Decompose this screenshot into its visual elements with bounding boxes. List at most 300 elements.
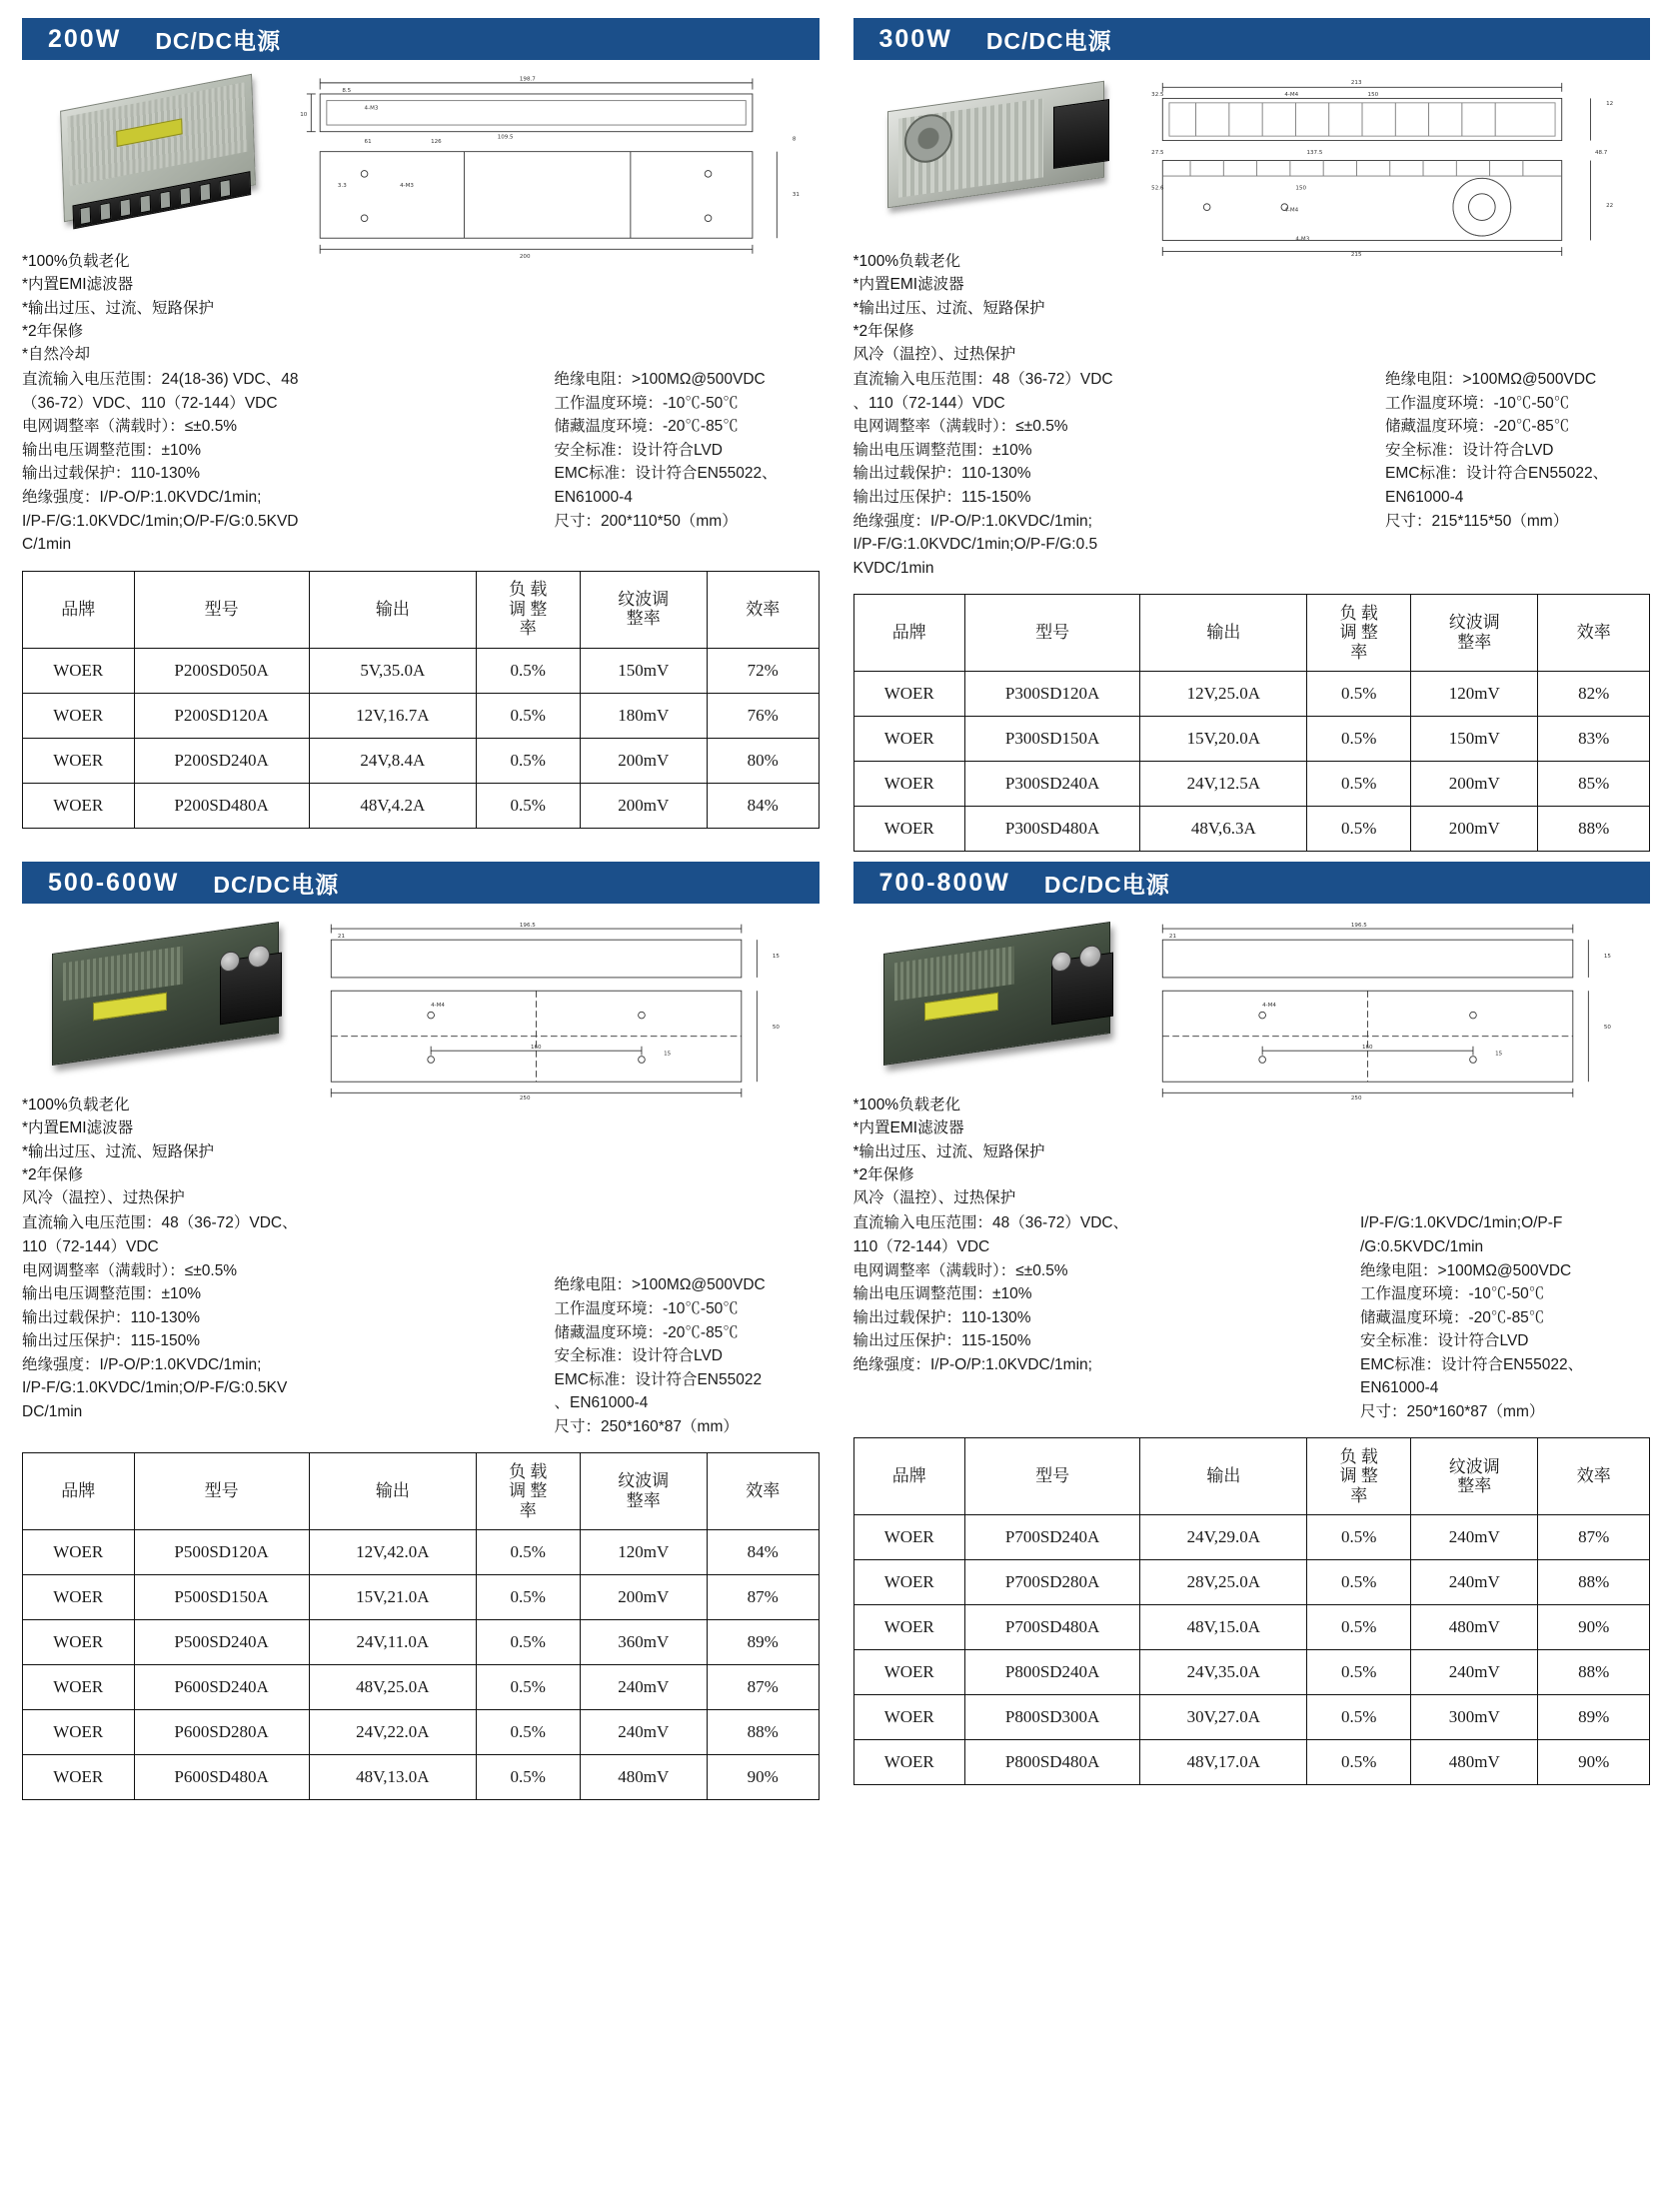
cell-load: 0.5% (476, 738, 580, 783)
cell-output: 48V,13.0A (309, 1755, 476, 1800)
cell-brand: WOER (853, 1695, 965, 1740)
svg-text:15: 15 (664, 1051, 672, 1058)
spec-line: 输出过载保护：110-130% (852, 465, 1031, 483)
feature-item: 风冷（温控）、过热保护 (852, 346, 1016, 363)
specs-left-column (853, 1211, 1345, 1423)
col-efficiency: 效率 (1538, 1438, 1650, 1515)
cell-model: P500SD240A (134, 1620, 309, 1665)
feature-item: *内置EMI滤波器 (22, 276, 134, 294)
cell-load: 0.5% (1307, 1560, 1411, 1605)
spec-line: 、110（72-144）VDC (852, 394, 1005, 412)
cell-ripple: 200mV (1411, 807, 1538, 852)
cell-brand: WOER (23, 738, 135, 783)
cell-ripple: 240mV (580, 1665, 707, 1710)
col-output: 输出 (1140, 595, 1307, 672)
svg-text:4-M3: 4-M3 (400, 183, 414, 190)
spec-line: I/P-F/G:1.0KVDC/1min;O/P-F (1360, 1214, 1563, 1232)
features-500w (22, 1094, 820, 1209)
svg-text:4-M4: 4-M4 (1283, 207, 1298, 214)
spec-line: 电网调整率（满载时）：≤±0.5% (852, 418, 1068, 436)
cell-eff: 90% (1538, 1605, 1650, 1650)
spec-line: 直流输入电压范围：48（36-72）VDC、 (852, 1214, 1129, 1232)
spec-line: I/P-F/G:1.0KVDC/1min;O/P-F/G:0.5KVD (22, 512, 299, 530)
svg-text:61: 61 (364, 138, 372, 145)
cell-brand: WOER (853, 717, 965, 762)
cell-model: P300SD480A (965, 807, 1140, 852)
cell-output: 24V,12.5A (1140, 762, 1307, 807)
svg-text:15: 15 (1603, 954, 1611, 961)
feature-item: *2年保修 (852, 1165, 914, 1183)
cell-load: 0.5% (476, 1530, 580, 1575)
cell-load: 0.5% (1307, 1740, 1411, 1785)
svg-text:10: 10 (300, 112, 308, 119)
col-brand: 品牌 (23, 1453, 135, 1530)
cell-ripple: 240mV (1411, 1560, 1538, 1605)
table-row (23, 1575, 820, 1620)
svg-text:21: 21 (337, 934, 345, 941)
cell-eff: 87% (707, 1575, 819, 1620)
svg-text:160: 160 (1361, 1045, 1373, 1052)
specs-500w (22, 1211, 820, 1438)
panel-grid (22, 18, 1650, 1800)
table-row (23, 1755, 820, 1800)
cell-output: 48V,6.3A (1140, 807, 1307, 852)
svg-text:198.7: 198.7 (519, 76, 536, 83)
spec-line: 直流输入电压范围：48（36-72）VDC (852, 371, 1113, 389)
cell-ripple: 150mV (580, 648, 707, 693)
svg-text:27.5: 27.5 (1150, 149, 1164, 156)
table-row (23, 783, 820, 828)
cell-load: 0.5% (476, 1755, 580, 1800)
cell-ripple: 240mV (1411, 1515, 1538, 1560)
table-header-row (853, 595, 1650, 672)
cell-load: 0.5% (476, 783, 580, 828)
cell-brand: WOER (23, 1710, 135, 1755)
cell-model: P700SD240A (965, 1515, 1140, 1560)
col-model: 型号 (134, 571, 309, 648)
cell-load: 0.5% (1307, 1695, 1411, 1740)
model-table-300w (853, 594, 1651, 852)
specs-right-column (555, 368, 820, 556)
svg-text:137.5: 137.5 (1306, 149, 1322, 156)
spec-line: 安全标准：设计符合LVD (1360, 1332, 1529, 1350)
spec-line: （36-72）VDC、110（72-144）VDC (22, 394, 278, 412)
cell-model: P200SD120A (134, 693, 309, 738)
panel-banner-700-800w (853, 862, 1651, 904)
cell-brand: WOER (853, 1740, 965, 1785)
cell-ripple: 150mV (1411, 717, 1538, 762)
specs-left-column (22, 1211, 539, 1438)
cell-eff: 89% (1538, 1695, 1650, 1740)
banner-power: 200W (48, 24, 122, 53)
cell-output: 30V,27.0A (1140, 1695, 1307, 1740)
svg-text:150: 150 (1367, 92, 1378, 99)
table-row (23, 738, 820, 783)
spec-line: EMC标准：设计符合EN55022 (554, 1370, 763, 1388)
spec-line: 输出电压调整范围：±10% (852, 441, 1032, 459)
spec-line: EN61000-4 (1385, 488, 1464, 506)
cell-brand: WOER (853, 1605, 965, 1650)
cell-eff: 80% (707, 738, 819, 783)
cell-brand: WOER (853, 1650, 965, 1695)
spec-line: 绝缘强度：I/P-O/P:1.0KVDC/1min; (22, 488, 262, 506)
col-brand: 品牌 (853, 595, 965, 672)
spec-line: 输出过载保护：110-130% (852, 1308, 1031, 1326)
cell-brand: WOER (23, 1575, 135, 1620)
cell-ripple: 120mV (580, 1530, 707, 1575)
spec-line: EMC标准：设计符合EN55022、 (1360, 1355, 1584, 1373)
col-ripple: 纹波调 整率 (580, 1453, 707, 1530)
spec-line: 输出过载保护：110-130% (22, 465, 201, 483)
spec-line: 电网调整率（满载时）：≤±0.5% (22, 418, 238, 436)
product-panel-300w (853, 18, 1651, 852)
cell-brand: WOER (853, 807, 965, 852)
feature-item: *自然冷却 (22, 346, 91, 363)
feature-item: *内置EMI滤波器 (852, 1119, 964, 1137)
svg-text:52.6: 52.6 (1150, 185, 1164, 192)
media-row-700w (853, 918, 1651, 1103)
spec-line: 输出电压调整范围：±10% (22, 1285, 202, 1303)
cell-output: 12V,25.0A (1140, 672, 1307, 717)
spec-line: 储藏温度环境：-20℃-85℃ (554, 418, 739, 436)
features-300w (853, 250, 1651, 366)
banner-title: DC/DC电源 (1043, 871, 1170, 898)
media-row-500w (22, 918, 820, 1103)
cell-ripple: 240mV (580, 1710, 707, 1755)
cell-ripple: 480mV (1411, 1740, 1538, 1785)
spec-line: EN61000-4 (554, 488, 633, 506)
cell-model: P200SD240A (134, 738, 309, 783)
col-brand: 品牌 (853, 1438, 965, 1515)
svg-text:250: 250 (1350, 1096, 1361, 1103)
col-ripple: 纹波调 整率 (580, 571, 707, 648)
svg-text:200: 200 (519, 254, 531, 261)
feature-item: *输出过压、过流、短路保护 (22, 299, 215, 317)
cell-output: 48V,4.2A (309, 783, 476, 828)
cell-brand: WOER (23, 1755, 135, 1800)
model-table-200w (22, 571, 820, 829)
cell-ripple: 300mV (1411, 1695, 1538, 1740)
cell-load: 0.5% (1307, 672, 1411, 717)
svg-text:196.5: 196.5 (1350, 923, 1367, 930)
svg-text:196.5: 196.5 (519, 923, 536, 930)
feature-item: *100%负载老化 (852, 1097, 961, 1114)
psu-500w-photo (22, 918, 292, 1078)
cell-load: 0.5% (1307, 1650, 1411, 1695)
spec-line: 工作温度环境：-10℃-50℃ (554, 394, 739, 412)
col-output: 输出 (1140, 1438, 1307, 1515)
cell-load: 0.5% (476, 648, 580, 693)
svg-text:4-M3: 4-M3 (364, 105, 379, 112)
table-row (853, 1695, 1650, 1740)
table-row (853, 807, 1650, 852)
col-load-reg: 负 载 调 整 率 (1307, 595, 1411, 672)
cell-load: 0.5% (1307, 1515, 1411, 1560)
spec-line: 储藏温度环境：-20℃-85℃ (1360, 1308, 1545, 1326)
specs-700w (853, 1211, 1651, 1423)
cell-eff: 76% (707, 693, 819, 738)
psu-300w-photo (853, 74, 1123, 234)
spec-line: 尺寸：250*160*87（mm） (554, 1417, 739, 1435)
spec-line: 输出过压保护：115-150% (852, 488, 1031, 506)
table-row (853, 762, 1650, 807)
cell-ripple: 360mV (580, 1620, 707, 1665)
spec-line: 工作温度环境：-10℃-50℃ (554, 1299, 739, 1317)
table-row (853, 717, 1650, 762)
svg-text:48.7: 48.7 (1594, 149, 1607, 156)
spec-line: 尺寸：250*160*87（mm） (1360, 1402, 1545, 1420)
feature-item: *2年保修 (22, 322, 84, 340)
cell-eff: 88% (1538, 1650, 1650, 1695)
col-brand: 品牌 (23, 571, 135, 648)
banner-power: 700-800W (878, 868, 1010, 897)
col-efficiency: 效率 (707, 1453, 819, 1530)
product-panel-700-800w (853, 862, 1651, 1800)
cell-eff: 85% (1538, 762, 1650, 807)
spec-line: 绝缘电阻：>100MΩ@500VDC (554, 371, 766, 389)
spec-line: 直流输入电压范围：48（36-72）VDC、 (22, 1214, 298, 1232)
cell-ripple: 480mV (1411, 1605, 1538, 1650)
feature-item: *100%负载老化 (22, 1097, 130, 1114)
cell-eff: 72% (707, 648, 819, 693)
spec-line: 储藏温度环境：-20℃-85℃ (554, 1323, 739, 1341)
cell-model: P800SD240A (965, 1650, 1140, 1695)
spec-line: EMC标准：设计符合EN55022、 (1385, 465, 1609, 483)
spec-line: 安全标准：设计符合LVD (1385, 441, 1554, 459)
cell-load: 0.5% (476, 1665, 580, 1710)
feature-item: *输出过压、过流、短路保护 (852, 299, 1045, 317)
svg-text:8: 8 (792, 136, 797, 143)
table-row (23, 1530, 820, 1575)
dimension-drawing-300w (1129, 74, 1651, 258)
svg-text:8.5: 8.5 (342, 87, 352, 94)
col-model: 型号 (965, 595, 1140, 672)
svg-text:31: 31 (792, 192, 800, 199)
cell-model: P200SD480A (134, 783, 309, 828)
product-panel-500-600w (22, 862, 820, 1800)
spec-line: I/P-F/G:1.0KVDC/1min;O/P-F/G:0.5 (852, 536, 1098, 554)
cell-output: 24V,8.4A (309, 738, 476, 783)
media-row-300w (853, 74, 1651, 258)
spec-line: 工作温度环境：-10℃-50℃ (1360, 1285, 1545, 1303)
table-row (853, 1515, 1650, 1560)
spec-line: 工作温度环境：-10℃-50℃ (1385, 394, 1570, 412)
cell-brand: WOER (853, 1515, 965, 1560)
cell-output: 24V,22.0A (309, 1710, 476, 1755)
cell-ripple: 200mV (1411, 762, 1538, 807)
spec-line: 安全标准：设计符合LVD (554, 1347, 724, 1365)
cell-model: P300SD240A (965, 762, 1140, 807)
cell-brand: WOER (853, 1560, 965, 1605)
cell-eff: 87% (1538, 1515, 1650, 1560)
spec-line: 输出过压保护：115-150% (852, 1332, 1031, 1350)
dimension-drawing-500w (298, 918, 820, 1103)
spec-line: C/1min (22, 536, 72, 554)
table-row (853, 672, 1650, 717)
panel-banner-300w (853, 18, 1651, 60)
table-row (23, 648, 820, 693)
svg-text:32.5: 32.5 (1150, 92, 1164, 99)
col-efficiency: 效率 (707, 571, 819, 648)
spec-line: 输出过压保护：115-150% (22, 1332, 201, 1350)
cell-eff: 89% (707, 1620, 819, 1665)
cell-model: P300SD120A (965, 672, 1140, 717)
panel-banner-500-600w (22, 862, 820, 904)
banner-title: DC/DC电源 (985, 27, 1112, 54)
spec-line: 、EN61000-4 (554, 1394, 649, 1412)
cell-ripple: 200mV (580, 783, 707, 828)
cell-output: 28V,25.0A (1140, 1560, 1307, 1605)
svg-text:12: 12 (1605, 101, 1613, 108)
svg-text:160: 160 (531, 1045, 542, 1052)
col-model: 型号 (134, 1453, 309, 1530)
psu-200w-photo (22, 74, 292, 234)
cell-model: P700SD280A (965, 1560, 1140, 1605)
spec-line: 110（72-144）VDC (852, 1237, 990, 1255)
table-row (853, 1605, 1650, 1650)
col-ripple: 纹波调 整率 (1411, 595, 1538, 672)
svg-text:22: 22 (1605, 203, 1613, 210)
feature-item: 风冷（温控）、过热保护 (852, 1189, 1016, 1207)
model-table-500-600w (22, 1452, 820, 1800)
cell-eff: 90% (707, 1755, 819, 1800)
col-model: 型号 (965, 1438, 1140, 1515)
cell-eff: 84% (707, 1530, 819, 1575)
col-ripple: 纹波调 整率 (1411, 1438, 1538, 1515)
cell-output: 12V,42.0A (309, 1530, 476, 1575)
cell-eff: 88% (1538, 807, 1650, 852)
feature-item: *2年保修 (852, 322, 914, 340)
cell-ripple: 240mV (1411, 1650, 1538, 1695)
table-row (23, 1665, 820, 1710)
cell-model: P600SD240A (134, 1665, 309, 1710)
cell-load: 0.5% (476, 1620, 580, 1665)
specs-right-column (555, 1211, 820, 1438)
svg-text:213: 213 (1350, 79, 1361, 86)
table-row (23, 1620, 820, 1665)
features-200w (22, 250, 820, 366)
table-header-row (23, 1453, 820, 1530)
spec-line: EMC标准：设计符合EN55022、 (554, 465, 778, 483)
svg-text:250: 250 (519, 1096, 531, 1103)
cell-output: 24V,11.0A (309, 1620, 476, 1665)
svg-text:15: 15 (1494, 1051, 1502, 1058)
col-load-reg: 负 载 调 整 率 (476, 1453, 580, 1530)
spec-line: EN61000-4 (1360, 1379, 1439, 1397)
svg-text:4-M4: 4-M4 (1261, 1002, 1276, 1009)
svg-text:150: 150 (1294, 185, 1306, 192)
banner-power: 300W (878, 24, 952, 53)
cell-load: 0.5% (476, 1710, 580, 1755)
cell-load: 0.5% (1307, 717, 1411, 762)
col-efficiency: 效率 (1538, 595, 1650, 672)
col-load-reg: 负 载 调 整 率 (1307, 1438, 1411, 1515)
dimension-drawing-700w (1129, 918, 1651, 1103)
specs-left-column (853, 368, 1370, 580)
cell-ripple: 200mV (580, 738, 707, 783)
cell-model: P800SD480A (965, 1740, 1140, 1785)
cell-brand: WOER (23, 1665, 135, 1710)
cell-brand: WOER (23, 693, 135, 738)
panel-banner-200w (22, 18, 820, 60)
cell-load: 0.5% (1307, 807, 1411, 852)
spec-line: 储藏温度环境：-20℃-85℃ (1385, 418, 1570, 436)
dimension-drawing-200w (298, 74, 820, 261)
table-row (853, 1560, 1650, 1605)
svg-text:3.3: 3.3 (337, 183, 347, 190)
cell-model: P600SD480A (134, 1755, 309, 1800)
spec-line: 绝缘强度：I/P-O/P:1.0KVDC/1min; (22, 1355, 262, 1373)
cell-eff: 87% (707, 1665, 819, 1710)
spec-line: I/P-F/G:1.0KVDC/1min;O/P-F/G:0.5KV (22, 1379, 288, 1397)
cell-output: 15V,21.0A (309, 1575, 476, 1620)
svg-text:50: 50 (1603, 1025, 1611, 1032)
cell-brand: WOER (23, 783, 135, 828)
media-row-200w (22, 74, 820, 261)
spec-line: 110（72-144）VDC (22, 1237, 159, 1255)
spec-line: 绝缘电阻：>100MΩ@500VDC (554, 1276, 766, 1294)
cell-model: P500SD120A (134, 1530, 309, 1575)
cell-model: P300SD150A (965, 717, 1140, 762)
spec-line: 尺寸：215*115*50（mm） (1385, 512, 1569, 530)
cell-eff: 90% (1538, 1740, 1650, 1785)
spec-line: 输出电压调整范围：±10% (22, 441, 202, 459)
spec-line: 直流输入电压范围：24(18-36) VDC、48 (22, 371, 299, 389)
svg-text:15: 15 (772, 954, 780, 961)
spec-line: 绝缘电阻：>100MΩ@500VDC (1385, 371, 1597, 389)
features-700w (853, 1094, 1651, 1209)
cell-load: 0.5% (1307, 762, 1411, 807)
cell-brand: WOER (853, 762, 965, 807)
spec-line: 绝缘强度：I/P-O/P:1.0KVDC/1min; (852, 1355, 1092, 1373)
col-output: 输出 (309, 1453, 476, 1530)
cell-eff: 82% (1538, 672, 1650, 717)
cell-load: 0.5% (476, 1575, 580, 1620)
cell-model: P800SD300A (965, 1695, 1140, 1740)
svg-text:50: 50 (772, 1025, 780, 1032)
svg-text:4-M4: 4-M4 (431, 1002, 445, 1009)
cell-eff: 83% (1538, 717, 1650, 762)
spec-line: 输出过载保护：110-130% (22, 1308, 201, 1326)
banner-title: DC/DC电源 (155, 27, 282, 54)
table-row (853, 1740, 1650, 1785)
spec-line: 尺寸：200*110*50（mm） (554, 512, 738, 530)
feature-item: 风冷（温控）、过热保护 (22, 1189, 185, 1207)
feature-item: *输出过压、过流、短路保护 (852, 1142, 1045, 1160)
svg-text:215: 215 (1350, 251, 1361, 258)
cell-output: 48V,25.0A (309, 1665, 476, 1710)
col-output: 输出 (309, 571, 476, 648)
spec-line: 安全标准：设计符合LVD (554, 441, 724, 459)
cell-output: 5V,35.0A (309, 648, 476, 693)
cell-load: 0.5% (476, 693, 580, 738)
feature-item: *输出过压、过流、短路保护 (22, 1142, 215, 1160)
cell-model: P600SD280A (134, 1710, 309, 1755)
specs-right-column (1360, 1211, 1650, 1423)
spec-line: 电网调整率（满载时）：≤±0.5% (852, 1261, 1068, 1279)
feature-item: *100%负载老化 (852, 253, 961, 270)
cell-brand: WOER (23, 1620, 135, 1665)
table-row (23, 693, 820, 738)
svg-text:126: 126 (431, 138, 442, 145)
feature-item: *内置EMI滤波器 (22, 1119, 134, 1137)
feature-item: *2年保修 (22, 1165, 84, 1183)
table-row (23, 1710, 820, 1755)
feature-item: *100%负载老化 (22, 253, 130, 270)
spec-line: 绝缘电阻：>100MΩ@500VDC (1360, 1261, 1572, 1279)
cell-load: 0.5% (1307, 1605, 1411, 1650)
cell-brand: WOER (853, 672, 965, 717)
